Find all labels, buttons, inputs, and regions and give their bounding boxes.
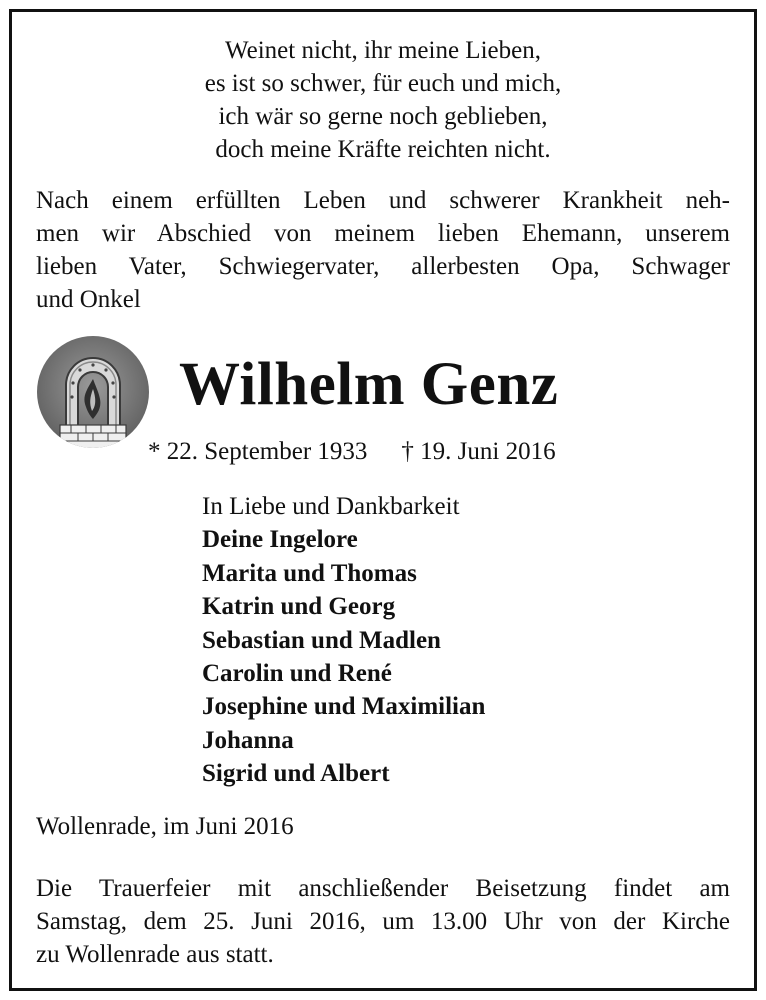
poem-line: Weinet nicht, ihr meine Lieben, (225, 37, 541, 64)
service-notice (36, 872, 730, 971)
mourner-name: Katrin und Georg (202, 593, 396, 621)
mourner-name: Sigrid und Albert (202, 760, 390, 788)
service-line: Samstag, dem 25. Juni 2016, um 13.00 Uhr von der Kirche (36, 908, 730, 935)
intro-text (36, 184, 730, 316)
mourner-name: Deine Ingelore (202, 526, 358, 554)
intro-line: Nach einem erfüllten Leben und schwerer Krankheit neh- (36, 187, 730, 214)
mourner-name: Josephine und Maximilian (202, 693, 486, 721)
birth-date: * 22. September 1933 (148, 438, 368, 465)
deceased-name: Wilhelm Genz (179, 351, 559, 418)
intro-line: lieben Vater, Schwiegervater, allerbesten Opa, Schwager (36, 253, 730, 280)
intro-line: men wir Abschied von meinem lieben Ehemann, unserem (36, 220, 730, 247)
place-and-date: Wollenrade, im Juni 2016 (36, 813, 294, 840)
obituary-frame (9, 9, 757, 991)
mourner-name: Carolin und René (202, 660, 392, 688)
mourner-name: Marita und Thomas (202, 559, 417, 587)
death-date: † 19. Juni 2016 (401, 438, 556, 465)
mourner-name: Johanna (202, 726, 294, 754)
poem (12, 34, 754, 166)
service-line: Die Trauerfeier mit anschließender Beisetzung findet am (36, 875, 730, 902)
mourner-name: Sebastian und Madlen (202, 626, 441, 654)
horseshoe-flame-emblem-icon (36, 335, 150, 449)
poem-line: doch meine Kräfte reichten nicht. (215, 136, 551, 163)
service-line: zu Wollenrade aus statt. (36, 941, 274, 968)
poem-line: es ist so schwer, für euch und mich, (204, 70, 562, 97)
poem-line: ich wär so gerne noch geblieben, (218, 103, 548, 130)
life-dates (148, 435, 556, 468)
mourners-block (202, 490, 485, 791)
intro-line: und Onkel (36, 286, 141, 313)
closing-phrase: In Liebe und Dankbarkeit (202, 493, 460, 520)
